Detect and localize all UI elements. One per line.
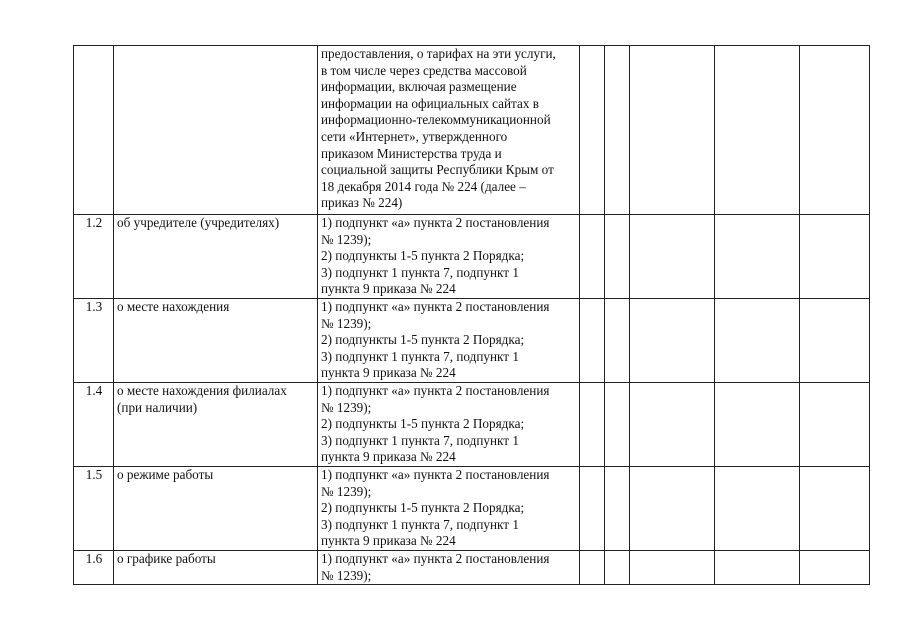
basis-line: сети «Интернет», утвержденного	[321, 128, 508, 144]
empty-cell	[800, 46, 870, 215]
table-row	[74, 46, 870, 215]
empty-cell	[580, 46, 605, 215]
empty-cell	[715, 551, 800, 585]
requirements-table	[73, 45, 870, 585]
basis-line: № 1239);	[321, 399, 372, 415]
empty-cell	[630, 383, 715, 467]
basis-line: № 1239);	[321, 315, 372, 331]
table-row	[74, 467, 870, 551]
row-number-cell: 1.5	[74, 467, 114, 551]
basis-line: информации, включая размещение	[321, 79, 517, 95]
empty-cell	[580, 551, 605, 585]
basis-line: 3) подпункт 1 пункта 7, подпункт 1	[321, 516, 519, 532]
basis-line: предоставления, о тарифах на эти услуги,	[321, 46, 556, 61]
basis-line: 1) подпункт «а» пункта 2 постановления	[321, 551, 550, 566]
empty-cell	[800, 551, 870, 585]
basis-line: № 1239);	[321, 483, 372, 499]
item-cell	[114, 299, 318, 383]
basis-line: № 1239);	[321, 567, 372, 583]
basis-line: социальной защиты Республики Крым от	[321, 162, 554, 178]
empty-cell	[630, 551, 715, 585]
item-cell	[114, 383, 318, 467]
basis-line: пункта 9 приказа № 224	[321, 449, 456, 465]
basis-line: в том числе через средства массовой	[321, 62, 527, 78]
basis-line: 2) подпункты 1-5 пункта 2 Порядка;	[321, 500, 525, 516]
legal-basis-cell	[318, 551, 580, 585]
empty-cell	[800, 215, 870, 299]
table-row	[74, 383, 870, 467]
basis-line: пункта 9 приказа № 224	[321, 533, 456, 549]
basis-line: 1) подпункт «а» пункта 2 постановления	[321, 467, 550, 482]
empty-cell	[630, 215, 715, 299]
basis-line: приказ № 224)	[321, 195, 403, 211]
empty-cell	[580, 467, 605, 551]
empty-cell	[800, 467, 870, 551]
basis-line: информационно-телекоммуникационной	[321, 112, 551, 128]
empty-cell	[630, 299, 715, 383]
empty-cell	[580, 215, 605, 299]
empty-cell	[630, 46, 715, 215]
item-cell	[114, 551, 318, 585]
basis-line: 2) подпункты 1-5 пункта 2 Порядка;	[321, 332, 525, 348]
basis-line: 1) подпункт «а» пункта 2 постановления	[321, 215, 550, 230]
empty-cell	[605, 215, 630, 299]
item-line: о месте нахождения	[117, 299, 230, 314]
empty-cell	[580, 383, 605, 467]
legal-basis-cell	[318, 383, 580, 467]
empty-cell	[715, 299, 800, 383]
basis-line: 1) подпункт «а» пункта 2 постановления	[321, 383, 550, 398]
basis-line: пункта 9 приказа № 224	[321, 281, 456, 297]
basis-line: 2) подпункты 1-5 пункта 2 Порядка;	[321, 248, 525, 264]
basis-line: 2) подпункты 1-5 пункта 2 Порядка;	[321, 416, 525, 432]
row-number-cell: 1.4	[74, 383, 114, 467]
empty-cell	[605, 467, 630, 551]
item-cell	[114, 467, 318, 551]
empty-cell	[605, 383, 630, 467]
table-row	[74, 551, 870, 585]
basis-line: 3) подпункт 1 пункта 7, подпункт 1	[321, 264, 519, 280]
row-number-cell: 1.3	[74, 299, 114, 383]
item-cell	[114, 215, 318, 299]
basis-line: 1) подпункт «а» пункта 2 постановления	[321, 299, 550, 314]
empty-cell	[800, 383, 870, 467]
basis-line: 3) подпункт 1 пункта 7, подпункт 1	[321, 348, 519, 364]
basis-line: приказом Министерства труда и	[321, 145, 502, 161]
legal-basis-cell	[318, 467, 580, 551]
empty-cell	[580, 299, 605, 383]
basis-line: № 1239);	[321, 231, 372, 247]
item-line: об учредителе (учредителях)	[117, 215, 280, 230]
empty-cell	[800, 299, 870, 383]
row-number-cell: 1.2	[74, 215, 114, 299]
basis-line: информации на официальных сайтах в	[321, 95, 539, 111]
item-line: о месте нахождения филиалах	[117, 383, 287, 398]
item-line: о графике работы	[117, 551, 216, 566]
legal-basis-cell	[318, 215, 580, 299]
item-line: о режиме работы	[117, 467, 214, 482]
empty-cell	[715, 467, 800, 551]
item-cell	[114, 46, 318, 215]
empty-cell	[715, 46, 800, 215]
item-line: (при наличии)	[117, 399, 198, 415]
table-row	[74, 215, 870, 299]
row-number-cell: 1.6	[74, 551, 114, 585]
row-number-cell	[74, 46, 114, 215]
basis-line: 3) подпункт 1 пункта 7, подпункт 1	[321, 432, 519, 448]
empty-cell	[605, 46, 630, 215]
empty-cell	[605, 551, 630, 585]
empty-cell	[605, 299, 630, 383]
legal-basis-cell	[318, 46, 580, 215]
basis-line: пункта 9 приказа № 224	[321, 365, 456, 381]
legal-basis-cell	[318, 299, 580, 383]
table-row	[74, 299, 870, 383]
empty-cell	[715, 215, 800, 299]
empty-cell	[715, 383, 800, 467]
empty-cell	[630, 467, 715, 551]
basis-line: 18 декабря 2014 года № 224 (далее –	[321, 178, 526, 194]
